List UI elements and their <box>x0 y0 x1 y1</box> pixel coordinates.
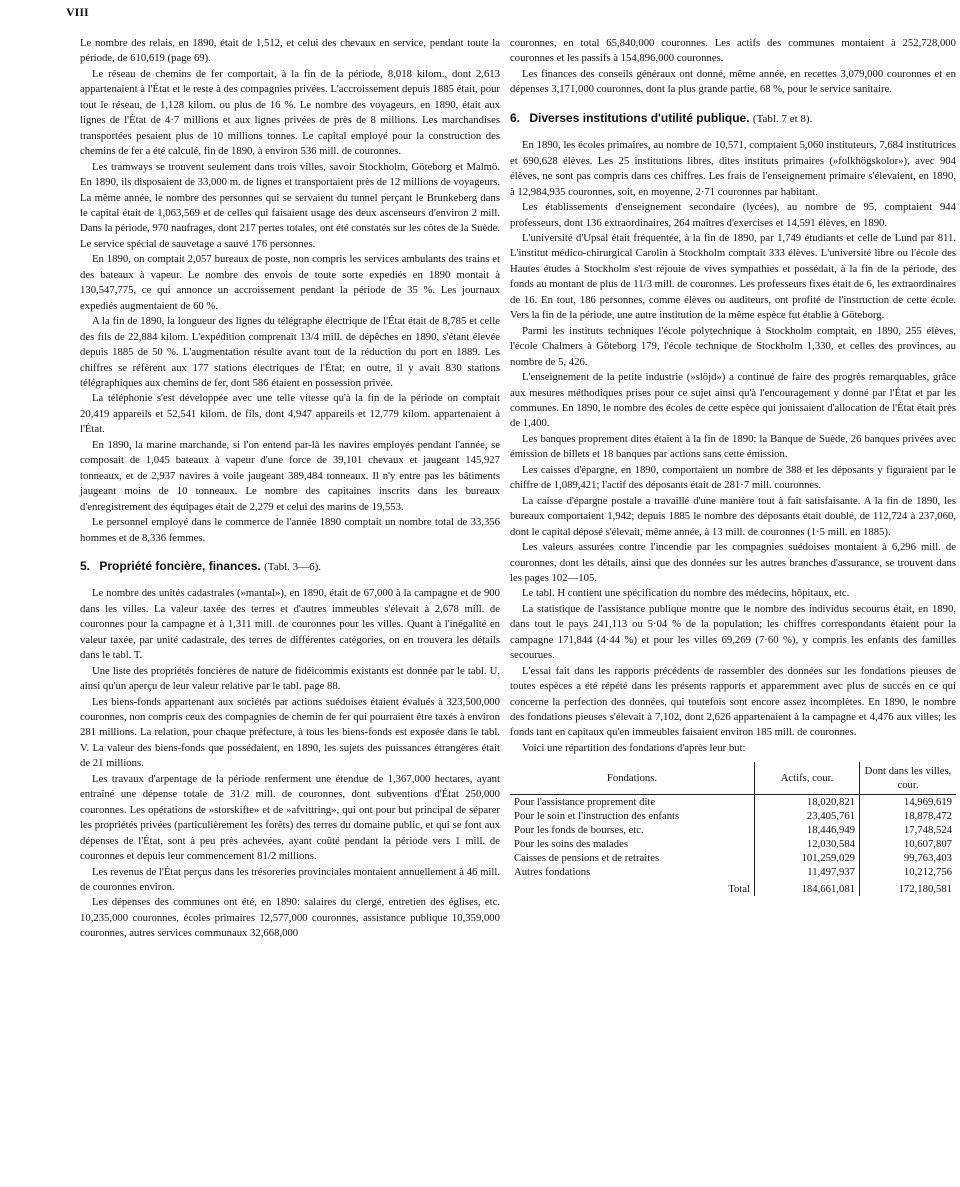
table-body <box>510 795 956 897</box>
table-header-villes: Dont dans les villes, cour. <box>860 762 957 795</box>
foundations-table <box>510 762 956 896</box>
table-row <box>510 851 956 865</box>
row-label: Pour les fonds de bourses, etc. <box>510 823 755 837</box>
row-villes: 99,763,403 <box>903 852 952 865</box>
paragraph: Les biens-fonds appartenant aux sociétés par actions suédoises étaient évalués à 323,500,000 couronnes, non compris ceux des compagnies de chemin de fer qui pourraient être taxés à environ 281 millions. La relation, pour chaque préfecture, à tous les biens-fonds est exposée dans le tabl. V. La valeur des biens-fonds que possédaient, en 1890, les sujets des puissances étrangères était de 21 millions. <box>80 695 500 770</box>
row-villes: 14,969,619 <box>903 796 952 809</box>
total-actifs: 184,661,081 <box>755 879 860 896</box>
row-label: Pour le soin et l'instruction des enfants <box>510 809 755 823</box>
table-header-row <box>510 762 956 795</box>
table-row <box>510 837 956 851</box>
row-villes: 10,607,807 <box>903 838 952 851</box>
paragraph: En 1890, la marine marchande, si l'on entend par-là les navires employés pendant l'année, se composait de 1,045 bateaux à vapeur d'une force de 39,101 chevaux et jaugeant 145,927 tonneaux, et de 2,937 navires à voile jaugeant 389,484 tonneaux. Il n'y entre pas les bâtiments jaugeant moins de 10 tonneaux. Le nombre des capitaines inscrits dans les bureaux d'enregistrement des équipages était de 2,279 et celui des marins de 19,553. <box>80 438 500 513</box>
row-label: Pour l'assistance proprement dite <box>510 795 755 810</box>
row-label: Caisses de pensions et de retraites <box>510 851 755 865</box>
paragraph: Les revenus de l'État perçus dans les trésoreries provinciales montaient annuellement à 46 mill. de couronnes environ. <box>80 865 500 894</box>
paragraph: Les dépenses des communes ont été, en 1890: salaires du clergé, entretien des églises, etc. 10,235,000 couronnes, écoles primaires 12,577,000 couronnes, assistance publique 10,359,000 couronnes, autres services communaux 32,668,000 <box>80 896 500 940</box>
section-table-ref: (Tabl. 3—6). <box>264 560 322 573</box>
row-villes: 10,212,756 <box>903 866 952 879</box>
paragraph: L'essai fait dans les rapports précédents de rassembler des données sur les fondations pieuses de toutes espèces a été répété dans les présents rapports et apparemment avec plus de succès en ce qui concerne la perfection des données, qui toutefois sont encore assez incomplètes. En 1890, le nombre des fondations pieuses s'élevait à 7,102, dont 2,626 appartenaient à la campagne et 4,476 aux villes; les fonds tant en capitaux qu'en immeubles faisaient environ 185 mill. de couronnes. <box>510 664 956 739</box>
paragraph: Le nombre des unités cadastrales (»mantal»), en 1890, était de 67,000 à la campagne et de 900 dans les villes. La valeur taxée des terres et d'autres immeubles s'élevait à 2,678 mill. de couronnes pour la campagne et à 1,311 mill. de couronnes pour les villes. Quant à l'inégalité en valeur taxée, par unité cadastrale, des terres de différentes catégories, on en trouvera les détails dans le tabl. T. <box>80 587 500 662</box>
row-actifs: 18,020,821 <box>755 795 860 810</box>
paragraph: En 1890, les écoles primaires, au nombre de 10,571, comptaient 5,060 instituteurs, 7,684 institutrices et 690,628 élèves. Les 25 institutions libres, dites instituts primaires (»folkhögskolor»), avec 904 élèves, ne sont pas compris dans ces chiffres. Les frais de l'enseignement primaire s'élevaient, en 1890, à 12,984,935 couronnes, soit, en moyenne, 2·71 couronnes par habitant. <box>510 139 956 198</box>
table-header-actifs: Actifs, cour. <box>755 762 860 795</box>
total-label: Total <box>510 879 755 896</box>
paragraph: Les finances des conseils généraux ont donné, même année, en recettes 3,079,000 couronnes et en dépenses 3,171,000 couronnes, dont la plus grande partie, 68 %, pour le service sanitaire. <box>510 67 956 96</box>
section-heading-5 <box>80 559 500 575</box>
row-actifs: 18,446,949 <box>755 823 860 837</box>
paragraph: Une liste des propriétés foncières de nature de fidéicommis existants est donnée par le tabl. U, ainsi qu'un aperçu de leur valeur relative par le tabl. page 88. <box>80 664 500 693</box>
row-villes: 17,748,524 <box>903 824 952 837</box>
paragraph: Les caisses d'épargne, en 1890, comportaient un nombre de 388 et les déposants y figuraient par le chiffre de 1,089,421; l'actif des déposants était de 281·7 mill. couronnes. <box>510 463 956 492</box>
paragraph: Le personnel employé dans le commerce de l'année 1890 comptait un nombre total de 33,356 hommes et de 8,336 femmes. <box>80 516 500 544</box>
paragraph: Parmi les instituts techniques l'école polytechnique à Stockholm comptait, en 1890, 255 élèves, l'école Chalmers à Göteborg 179, l'école technique de Stockholm 1,330, et celles des provinces, au nombre de 5, 426. <box>510 324 956 368</box>
paragraph: Les travaux d'arpentage de la période renferment une étendue de 1,367,000 hectares, ayant entraîné une dépense totale de 31/2 mill. de couronnes, dont subventions d'État 250,000 couronnes. Les opérations de »storskifte» et de »afvittring», qui ont pour but principal de séparer les propriétés privées (particulièrement les forêts) des terres du domaine public, et qui se font aux dépenses de l'État, sont à peu près achevées, ayant coûté pendant la période vers 1 mill. de couronnes et depuis leur commencement 81/2 millions. <box>80 772 500 863</box>
paragraph: Le nombre des relais, en 1890, était de 1,512, et celui des chevaux en service, pendant toute la période, de 610,619 (page 69). <box>80 37 500 65</box>
section-heading-6 <box>510 111 956 127</box>
paragraph: En 1890, on comptait 2,057 bureaux de poste, non compris les services ambulants des trains et des bateaux à vapeur. Le nombre des envois de toute sorte expediés en 1890 montait à 130,547,775, ce qui annonce un accroissement pendant la période de 35 %. Les journaux expediés augmentaient de 60 %. <box>80 253 500 312</box>
paragraph: Les tramways se trouvent seulement dans trois villes, savoir Stockholm, Göteborg et Malmö. En 1890, ils disposaient de 33,000 m. de lignes et transportaient près de 12 millions de voyageurs. La même année, le nombre des personnes qui se servaient du tunnel perçant le Brunkeberg dans le capital était de 1,063,569 et de celles qui faisaient usage des deux ascenseurs d'environ 2 mill. Dans la période, 970 naufrages, dont 217 pertes totales, ont été constatés sur les côtes de la Suède. Le service spécial de sauvetage a sauvé 176 personnes. <box>80 160 500 250</box>
table-row <box>510 823 956 837</box>
row-actifs: 101,259,029 <box>755 851 860 865</box>
paragraph: A la fin de 1890, la longueur des lignes du télégraphe électrique de l'État était de 8,785 et celle des fils de 22,884 kilom. L'expédition comprenait 13/4 mill. de dépêches en 1890, s'étant élevée depuis 1885 de 50 %. L'augmentation résulte avant tout de la réduction du port en 1889. Les chiffres se réfèrent aux 177 stations électriques de l'État; en outre, il y avait 830 stations télégraphiques aux chemins de fer, dont 586 étaient en possession privée. <box>80 315 500 389</box>
table-row <box>510 795 956 810</box>
table-intro: Voici une répartition des fondations d'après leur but: <box>522 741 746 754</box>
page-number: VIII <box>66 5 89 19</box>
table-header-fondations: Fondations. <box>510 762 755 795</box>
row-label: Autres fondations <box>510 865 755 879</box>
paragraph: La statistique de l'assistance publique montre que le nombre des individus secourus était, en 1890, dans tout le pays 241,113 ou 5·04 % de la population; les chiffres correspondants étaient pour la campagne 171,844 (4·44 %) et pour les villes 69,269 (7·60 %), y compris les enfants des familles secourues. <box>510 602 956 662</box>
paragraph: Le tabl. H contient une spécification du nombre des médecins, hôpitaux, etc. <box>522 587 850 600</box>
table-row <box>510 809 956 823</box>
paragraph: L'enseignement de la petite industrie (»slöjd») a continué de faire des progrès remarquables, grâce aux mesures méthodiques prises pour ce sujet ainsi qu'à l'encouragement y donné par l'État et par les communes. En 1890, le nombre des écoles de cette espèce qui jouissaient d'allocation de l'État était près de 1,400. <box>510 371 956 430</box>
paragraph: Les établissements d'enseignement secondaire (lycées), au nombre de 95, comptaient 944 professeurs, dont 136 extraordinaires, 264 maîtres d'exercises et 14,591 élèves, en 1890. <box>510 201 956 229</box>
row-villes: 18,878,472 <box>903 810 952 823</box>
paragraph: Les banques proprement dites étaient à la fin de 1890: la Banque de Suède, 26 banques privées avec émission de billets et 18 banques par actions sans cette émission. <box>510 432 956 461</box>
paragraph: La caisse d'épargne postale a travaillé d'une manière tout à fait satisfaisante. A la fin de 1890, les bureaux comportaient 1,942; depuis 1885 le nombre des déposants était doublé, de 112,724 à 237,060, dont le capital déposé s'élevait, même année, à 13 mill. de couronnes (1·5 mill. en 1885). <box>510 494 956 538</box>
paragraph: La téléphonie s'est développée avec une telle vitesse qu'à la fin de la période on comptait 20,419 appareils et 52,541 kilom. de fils, dont 4,947 appareils et 12,779 kilom. appartenaient à l'État. <box>80 392 500 436</box>
paragraph: Les valeurs assurées contre l'incendie par les compagnies suédoises montaient à 6,296 mill. de couronnes, dont les détails, ainsi que des données sur les autres branches d'assurance, se trouvent dans les pages 102—105. <box>510 541 956 584</box>
table-row <box>510 865 956 879</box>
total-villes: 172,180,581 <box>898 883 952 896</box>
left-column <box>80 36 500 942</box>
section-number: 5. <box>80 558 91 573</box>
right-column <box>510 36 956 896</box>
section-table-ref: (Tabl. 7 et 8). <box>752 112 813 125</box>
section-number: 6. <box>510 110 521 125</box>
paragraph: Le réseau de chemins de fer comportait, à la fin de la période, 8,018 kilom., dont 2,613 appartenaient à l'État et le reste à des compagnies privées. L'accroissement depuis 1885 était, pour tout le réseau, de 1,128 kilom. ou plus de 16 %. Le nombre des voyageurs, en 1890, était aux lignes de l'État de 4·7 millions et aux lignes privées de près de 8 millions. Les marchandises transportées pesaient plus de 10 millions tonnes. Le capital employé pour la construction des chemins de fer a été calculé, fin de 1890, à environ 536 mill. de couronnes. <box>80 67 500 158</box>
row-actifs: 12,030,584 <box>755 837 860 851</box>
paragraph: couronnes, en total 65,840,000 couronnes. Les actifs des communes montaient à 252,728,000 couronnes et les passifs à 154,896,000 couronnes. <box>510 37 956 65</box>
row-label: Pour les soins des malades <box>510 837 755 851</box>
section-title: Propriété foncière, finances. <box>99 558 261 573</box>
row-actifs: 23,405,761 <box>755 809 860 823</box>
row-actifs: 11,497,937 <box>755 865 860 879</box>
table-total-row <box>510 879 956 896</box>
section-title: Diverses institutions d'utilité publique. <box>529 110 750 125</box>
paragraph: L'université d'Upsal était fréquentée, à la fin de 1890, par 1,749 étudiants et celle de Lund par 811. L'institut médico-chirurgical Carolin à Stockholm comptait 333 élèves. L'université libre ou l'école des Hautes études à Stockholm s'est réjouie de vives sympathies et possédait, à la fin de la période, des fonds au montant de plus de 11/3 mill. de couronnes. Les professeurs fixes était de 6, les extraordinaires de 16. En tout, 186 personnes, comme élèves ou auditeurs, ont profité de l'instruction de cette école. Vers la fin de la période, une autre institution de la même espèce fut établie à Göteborg. <box>510 231 956 322</box>
